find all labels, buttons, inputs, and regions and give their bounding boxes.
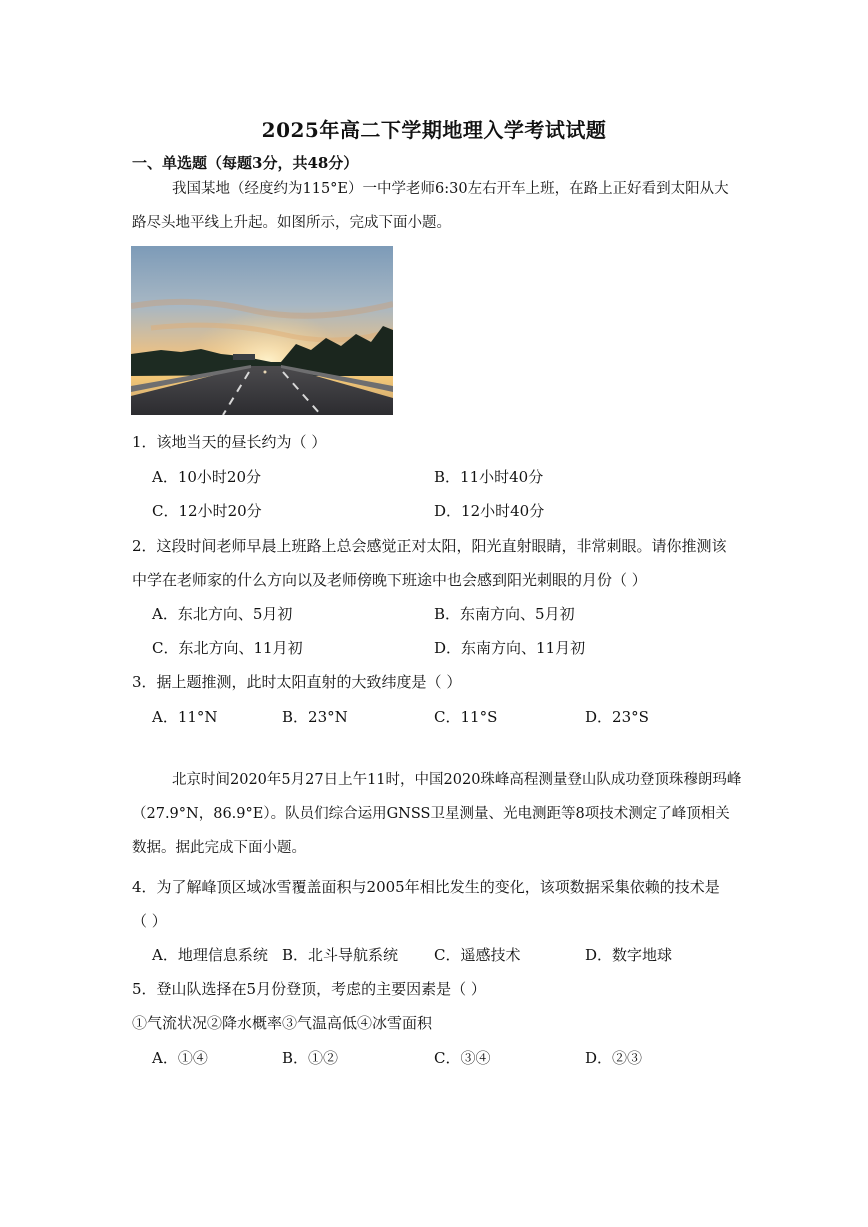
page-title: 2025年高二下学期地理入学考试试题 [261, 118, 607, 142]
question-2-option-b: B．东南方向、5月初 [434, 605, 575, 623]
question-1-stem: 1．该地当天的昼长约为（ ） [132, 433, 327, 451]
question-4-stem-line-1: 4．为了解峰顶区域冰雪覆盖面积与2005年相比发生的变化，该项数据采集依赖的技术是 [132, 878, 720, 896]
question-4-option-d: D．数字地球 [585, 946, 673, 964]
question-3-option-b: B．23°N [282, 708, 348, 726]
sunrise-road-photo [131, 246, 393, 415]
question-2-option-a: A．东北方向、5月初 [152, 605, 293, 623]
question-1-option-b: B．11小时40分 [434, 468, 544, 486]
question-3-option-a: A．11°N [152, 708, 218, 726]
question-5-option-a: A．①④ [152, 1049, 208, 1067]
question-3-option-c: C．11°S [434, 708, 498, 726]
question-4-option-c: C．遥感技术 [434, 946, 521, 964]
question-3-stem: 3．据上题推测，此时太阳直射的大致纬度是（ ） [132, 673, 462, 691]
question-5-factors: ①气流状况②降水概率③气温高低④冰雪面积 [132, 1014, 433, 1032]
question-2-stem-line-2: 中学在老师家的什么方向以及老师傍晚下班途中也会感到阳光刺眼的月份（ ） [132, 571, 647, 589]
question-5-option-b: B．①② [282, 1049, 339, 1067]
question-1-option-d: D．12小时40分 [434, 502, 545, 520]
question-5-option-c: C．③④ [434, 1049, 491, 1067]
question-4-option-a: A．地理信息系统 [152, 946, 268, 964]
question-1-option-a: A．10小时20分 [152, 468, 262, 486]
passage-1-text: 我国某地（经度约为115°E）一中学老师6:30左右开车上班，在路上正好看到太阳从大路尽头地平线上升起。如图所示，完成下面小题。 [132, 181, 729, 231]
section-heading: 一、单选题（每题3分，共48分） [132, 154, 359, 172]
question-4-option-b: B．北斗导航系统 [282, 946, 399, 964]
question-3-option-d: D．23°S [585, 708, 649, 726]
passage-1 [132, 172, 742, 240]
question-4-stem-line-2: （ ） [132, 912, 167, 930]
question-5-option-d: D．②③ [585, 1049, 643, 1067]
question-5-stem: 5．登山队选择在5月份登顶，考虑的主要因素是（ ） [132, 980, 486, 998]
question-2-stem-line-1: 2．这段时间老师早晨上班路上总会感觉正对太阳，阳光直射眼睛，非常刺眼。请你推测该 [132, 537, 727, 555]
question-1-option-c: C．12小时20分 [152, 502, 262, 520]
passage-2-text: 北京时间2020年5月27日上午11时，中国2020珠峰高程测量登山队成功登顶珠穆朗玛峰（27.9°N，86.9°E）。队员们综合运用GNSS卫星测量、光电测距等8项技术测定了峰顶相关数据。据此完成下面小题。 [132, 772, 742, 856]
question-2-option-d: D．东南方向、11月初 [434, 639, 586, 657]
passage-2 [132, 763, 742, 865]
question-2-option-c: C．东北方向、11月初 [152, 639, 303, 657]
